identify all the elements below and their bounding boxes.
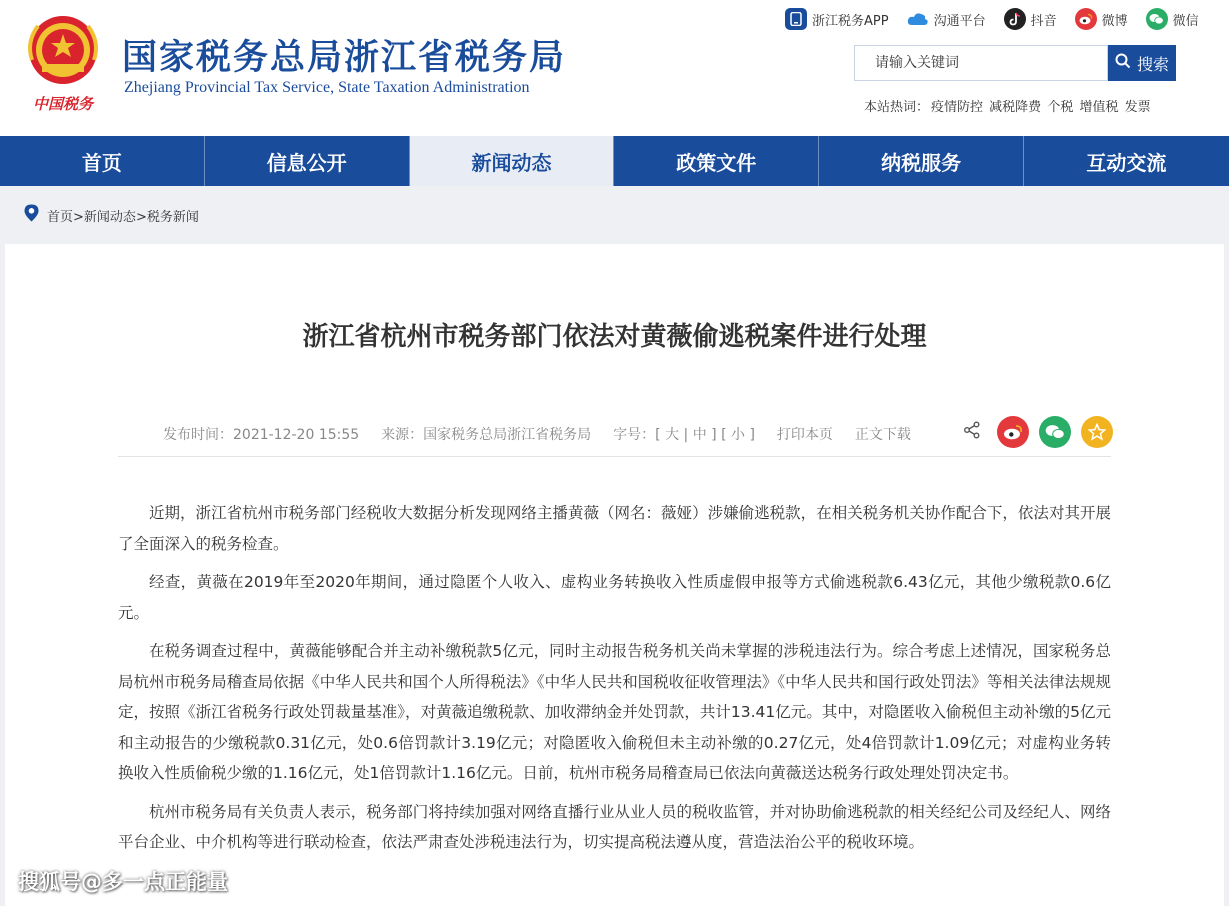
share-icon[interactable] [963,421,981,443]
publish-date: 发布时间：2021-12-20 15:55 [163,427,360,443]
breadcrumb-tax-news[interactable]: 税务新闻 [146,209,199,225]
hot-word-link[interactable]: 个税 [1047,100,1074,115]
cloud-icon [907,8,929,30]
social-platform-label: 沟通平台 [933,13,986,29]
font-size-controls: 字号：[ 大 | 中 ] [ 小 ] [613,427,755,443]
share-wechat-button[interactable] [1039,416,1071,448]
hot-words [864,96,1153,115]
social-platform-link[interactable] [907,8,986,30]
weibo-icon [1075,8,1097,30]
article-title: 浙江省杭州市税务部门依法对黄薇偷逃税案件进行处理 [302,322,927,352]
article-paragraph: 杭州市税务局有关负责人表示，税务部门将持续加强对网络直播行业从业人员的税收监管，并对协助偷逃税款的相关经纪公司及经纪人、网络平台企业、中介机构等进行联动检查，依法严肃查处涉税违法行为，切实提高税法遵从度，营造法治公平的税收环境。 [118,802,1111,851]
breadcrumb: 首页>新闻动态>税务新闻 [24,204,199,226]
social-douyin-link[interactable] [1004,8,1057,30]
nav-item-interaction[interactable]: 互动交流 [1086,150,1167,175]
social-wechat-label: 微信 [1172,13,1199,29]
article-body [118,498,1111,866]
hot-words-label: 本站热词： [864,100,930,115]
font-medium-button[interactable]: 中 [692,427,707,443]
breadcrumb-home[interactable]: 首页 [47,209,74,225]
article-paragraph: 在税务调查过程中，黄薇能够配合并主动补缴税款5亿元，同时主动报告税务机关尚未掌握的涉税违法行为。综合考虑上述情况，国家税务总局杭州市税务局稽查局依据《中华人民共和国个人所得税法》《中华人民共和国税收征收管理法》《中华人民共和国行政处罚法》等相关法律法规规定，按照《浙江省税务行政处罚裁量基准》，对黄薇追缴税款、加收滞纳金并处罚款，共计13.41亿元。其中，对隐匿收入偷税但主动补缴的5亿元和主动报告的少缴税款0.31亿元，处0.6倍罚款计3.19亿元；对隐匿收入偷税但未主动补缴的0.27亿元，处4倍罚款计1.09亿元；对虚构业务转换收入性质偷税少缴的1.16亿元，处1倍罚款计1.16亿元。日前，杭州市税务局稽查局已依法向黄薇送达税务行政处理处罚决定书。 [118,642,1111,782]
star-icon [1088,423,1106,441]
main-nav [0,136,1229,186]
tiktok-icon [1004,8,1026,30]
article-source: 来源：国家税务总局浙江省税务局 [381,427,592,443]
tax-emblem-logo[interactable] [22,8,104,114]
meta-divider [118,456,1111,457]
share-weibo-button[interactable] [997,416,1029,448]
hot-word-link[interactable]: 发票 [1124,100,1151,115]
nav-item-home[interactable]: 首页 [0,136,205,186]
article-paragraph: 经查，黄薇在2019年至2020年期间，通过隐匿个人收入、虚构业务转换收入性质虚假申报等方式偷逃税款6.43亿元，其他少缴税款0.6亿元。 [118,573,1111,622]
watermark-text: 搜狐号@多一点正能量 [18,870,228,894]
social-links [785,8,1199,30]
social-wechat-link[interactable] [1146,8,1199,30]
site-subtitle: Zhejiang Provincial Tax Service, State Taxation Administration [124,79,530,96]
nav-item-news[interactable]: 新闻动态 [410,136,615,186]
favorite-button[interactable] [1081,416,1113,448]
font-large-button[interactable]: 大 [665,427,680,443]
search-button[interactable] [1108,45,1176,81]
site-header [0,0,1229,136]
site-title: 国家税务总局浙江省税务局 [122,38,567,78]
svg-text:中国税务: 中国税务 [32,95,94,113]
social-weibo-label: 微博 [1101,13,1128,29]
social-app-label: 浙江税务APP [812,13,889,29]
search-input[interactable]: 请输入关键词 [854,45,1108,81]
hot-word-link[interactable]: 增值税 [1079,100,1119,115]
nav-item-service[interactable]: 纳税服务 [819,136,1024,186]
social-weibo-link[interactable] [1075,8,1128,30]
download-button[interactable]: 正文下载 [854,427,911,443]
article-paragraph: 近期，浙江省杭州市税务部门经税收大数据分析发现网络主播黄薇（网名：薇娅）涉嫌偷逃税款，在相关税务机关协作配合下，依法对其开展了全面深入的税务检查。 [118,504,1111,553]
nav-item-info[interactable]: 信息公开 [205,136,410,186]
wechat-icon [1045,424,1065,440]
search-button-label: 搜索 [1136,54,1169,74]
weibo-icon [1003,424,1023,440]
search-icon [1115,53,1131,73]
phone-app-icon [785,8,807,30]
wechat-icon [1146,8,1168,30]
share-bar [963,416,1113,448]
location-pin-icon [24,204,39,226]
social-douyin-label: 抖音 [1030,13,1057,29]
social-app-link[interactable] [785,8,889,30]
article-meta [163,424,911,444]
font-small-button[interactable]: 小 [731,427,745,443]
print-button[interactable]: 打印本页 [776,427,833,443]
hot-word-link[interactable]: 减税降费 [989,100,1042,115]
nav-item-policy[interactable]: 政策文件 [614,136,819,186]
hot-word-link[interactable]: 疫情防控 [931,100,984,115]
article-panel [5,244,1224,906]
breadcrumb-news[interactable]: 新闻动态 [83,209,136,225]
